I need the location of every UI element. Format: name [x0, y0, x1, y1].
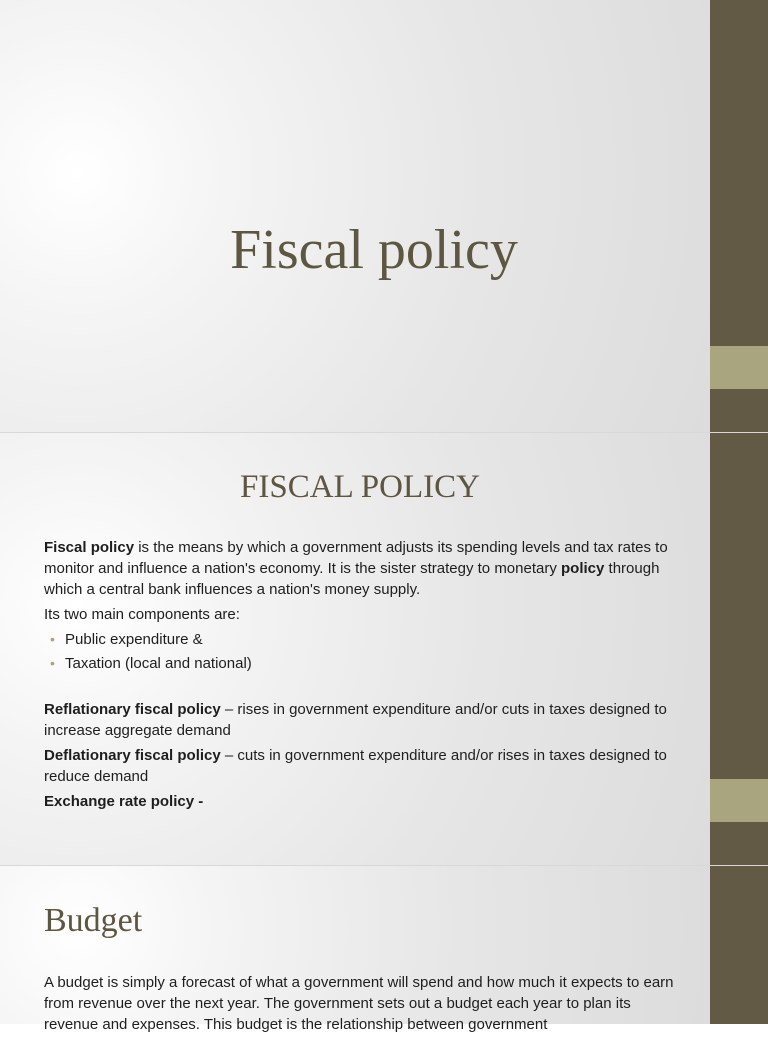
term-deflationary: Deflationary fiscal policy — [44, 747, 221, 764]
slide-title: FISCAL POLICY — [240, 469, 480, 505]
slide-side-bar — [710, 0, 768, 432]
exchange-paragraph — [44, 791, 684, 812]
reflationary-paragraph: Reflationary fiscal policy – rises in government expenditure and/or cuts in taxes designed to increase aggregate demand — [44, 701, 667, 739]
bullet-icon: • — [50, 631, 55, 647]
slide-body — [44, 537, 684, 816]
side-bar-accent — [710, 346, 768, 389]
components-label: Its two main components are: — [44, 606, 240, 623]
term-exchange-rate: Exchange rate policy - — [44, 793, 204, 810]
slide-title: Fiscal policy — [230, 219, 518, 281]
list-item: • Taxation (local and national) — [50, 655, 252, 672]
components-list — [44, 629, 684, 674]
term-reflationary: Reflationary fiscal policy — [44, 701, 221, 718]
slide-1 — [0, 0, 768, 433]
intro-paragraph: Fiscal policy is the means by which a government adjusts its spending levels and tax rates to monitor and influence a nation's economy. It is the sister strategy to monetary policy through which a central bank influences a nation's money supply. — [44, 539, 668, 598]
bullet-icon: • — [50, 655, 55, 671]
budget-paragraph: A budget is simply a forecast of what a government will spend and how much it expects to earn from revenue over the next year. The government sets out a budget each year to plan its revenue and expenses. This budget is the relationship between government — [44, 974, 674, 1033]
term-fiscal-policy: Fiscal policy — [44, 539, 135, 556]
deflationary-paragraph: Deflationary fiscal policy – cuts in government expenditure and/or rises in taxes designed to reduce demand — [44, 747, 667, 785]
term-policy: policy — [561, 560, 605, 577]
slide-title: Budget — [44, 902, 143, 939]
slide-background — [0, 0, 710, 432]
slide-side-bar — [710, 866, 768, 1024]
slide-3 — [0, 866, 768, 1033]
side-bar-accent — [710, 779, 768, 822]
slide-2 — [0, 433, 768, 866]
slide-body — [44, 972, 674, 1039]
list-item: • Public expenditure & — [50, 631, 203, 648]
